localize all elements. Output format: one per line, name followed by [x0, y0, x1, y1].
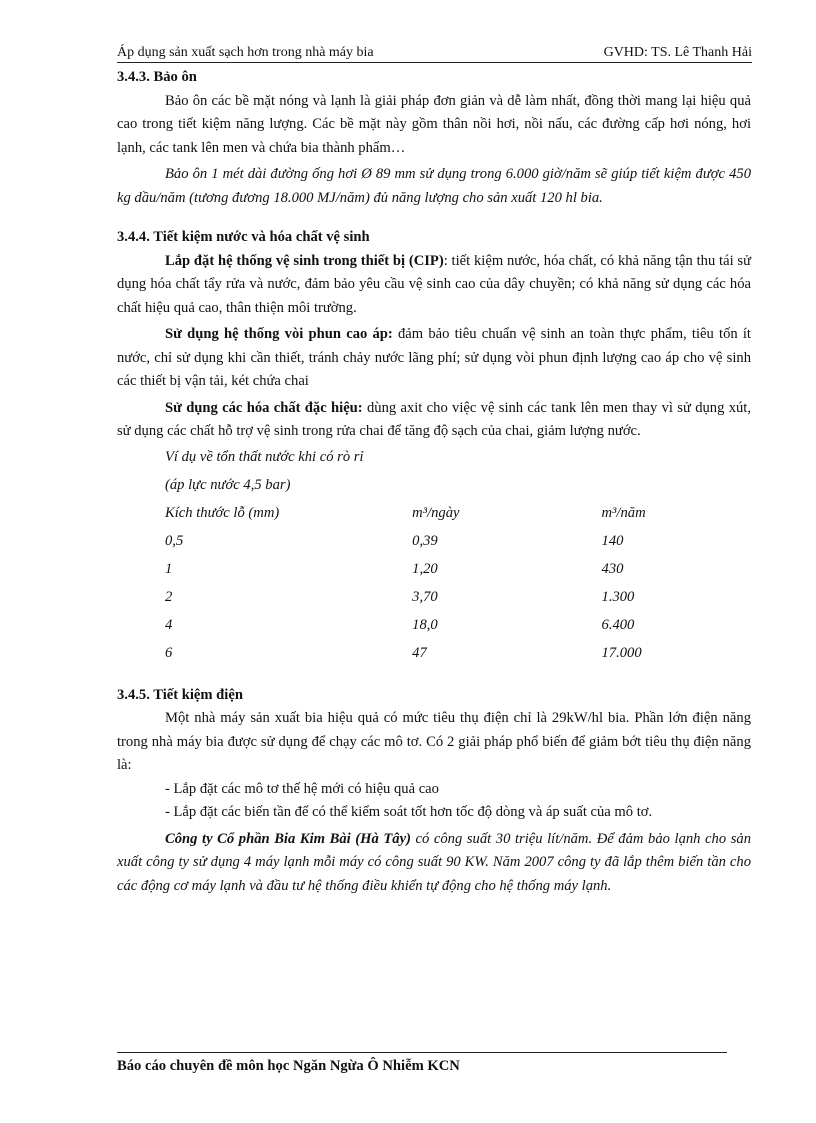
- table-cell: 0,5: [165, 532, 184, 549]
- table-cell: 1.300: [601, 588, 635, 605]
- nozzle-paragraph: [117, 323, 751, 394]
- footer-divider: [117, 1052, 727, 1053]
- cip-bold-lead: Lắp đặt hệ thống vệ sinh trong thiết bị (CIP): [165, 252, 444, 269]
- water-loss-table: [165, 444, 751, 668]
- header-advisor: GVHD: TS. Lê Thanh Hải: [603, 45, 752, 60]
- header-title: Áp dụng sản xuất sạch hơn trong nhà máy bia: [117, 45, 374, 60]
- cip-text: : tiết kiệm nước, hóa chất, có khả năng tận thu tái sử dụng hóa chất tẩy rửa và nước, đảm bảo yêu cầu vệ sinh cao của dây chuyền; có khả năng sử dụng các hóa chất hiệu quả cao, thân thiện môi trường.: [117, 252, 751, 316]
- page-header: [117, 44, 752, 63]
- example-note: [165, 472, 751, 500]
- example-title-text: Ví dụ về tổn thất nước khi có rò rỉ: [165, 448, 364, 465]
- table-row: [165, 584, 751, 612]
- section-3-4-3-paragraph: Bảo ôn các bề mặt nóng và lạnh là giải pháp đơn giản và dễ làm nhất, đồng thời mang lại hiệu quả cao trong tiết kiệm năng lượng. Các bề mặt này gồm thân nồi hơi, nồi nấu, các đường cấp hơi nóng, hơi lạnh, các tank lên men và chứa bia thành phẩm…: [117, 92, 751, 156]
- case-study-text: có công suất 30 triệu lít/năm. Để đảm bảo lạnh cho sản xuất công ty sử dụng 4 máy lạnh mỗi máy có công suất 90 KW. Năm 2007 công ty đã lắp thêm biến tần cho các động cơ máy lạnh và đầu tư hệ thống điều khiển tự động cho hệ thống máy lạnh.: [117, 830, 751, 894]
- section-3-4-3-heading: 3.4.3. Bảo ôn: [117, 69, 197, 85]
- chemicals-paragraph: [117, 397, 751, 444]
- table-cell: 2: [165, 588, 173, 605]
- nozzle-bold-lead: Sử dụng hệ thống vòi phun cao áp:: [165, 326, 393, 342]
- table-cell: 1: [165, 560, 173, 577]
- table-header-cell: m³/năm: [601, 504, 646, 521]
- page-footer: Báo cáo chuyên đề môn học Ngăn Ngừa Ô Nhiễm KCN: [117, 1058, 460, 1074]
- table-cell: 6: [165, 644, 173, 661]
- cip-paragraph: [117, 250, 751, 321]
- table-row: [165, 612, 751, 640]
- chemicals-text: dùng axit cho việc vệ sinh các tank lên men thay vì sử dụng xút, sử dụng các chất hỗ trợ vệ sinh trong rửa chai để tăng độ sạch của chai, giảm lượng nước.: [117, 399, 752, 439]
- section-3-4-4-heading: 3.4.4. Tiết kiệm nước và hóa chất vệ sinh: [117, 229, 370, 245]
- table-row: [165, 528, 751, 556]
- table-row: [165, 556, 751, 584]
- electricity-paragraph: Một nhà máy sản xuất bia hiệu quả có mức tiêu thụ điện chỉ là 29kW/hl bia. Phần lớn điện năng trong nhà máy bia được sử dụng để chạy các mô tơ. Có 2 giải pháp phổ biến để giảm bớt tiêu thụ điện năng là:: [117, 710, 751, 773]
- table-cell: 47: [412, 644, 427, 661]
- table-cell: 4: [165, 616, 173, 633]
- table-header-cell: m³/ngày: [412, 504, 460, 521]
- table-cell: 3,70: [412, 588, 438, 605]
- bullet-item: - Lắp đặt các mô tơ thế hệ mới có hiệu quả cao: [165, 780, 439, 797]
- table-cell: 17.000: [601, 644, 642, 661]
- page-content: [117, 66, 751, 898]
- company-name: Công ty Cổ phần Bia Kim Bài (Hà Tây): [165, 830, 411, 847]
- table-row: [165, 640, 751, 668]
- table-cell: 18,0: [412, 616, 438, 633]
- bullet-item: - Lắp đặt các biến tần để có thể kiểm soát tốt hơn tốc độ dòng và áp suất của mô tơ.: [165, 804, 653, 820]
- section-3-4-5-heading: 3.4.5. Tiết kiệm điện: [117, 686, 243, 703]
- table-header-cell: Kích thước lỗ (mm): [165, 504, 280, 521]
- nozzle-text: đảm bảo tiêu chuẩn vệ sinh an toàn thực phẩm, tiêu tốn ít nước, chỉ sử dụng khi cần thiết, tránh chảy nước lãng phí; sử dụng vòi phun định lượng cao áp cho vệ sinh các thiết bị vận tải, két chứa chai: [117, 326, 751, 389]
- table-cell: 140: [601, 532, 624, 549]
- table-cell: 0,39: [412, 532, 438, 549]
- section-3-4-3-example: Bảo ôn 1 mét dài đường ống hơi Ø 89 mm sử dụng trong 6.000 giờ/năm sẽ giúp tiết kiệm được 450 kg dầu/năm (tương đương 18.000 MJ/năm) đủ năng lượng cho sản xuất 120 hl bia.: [117, 166, 751, 206]
- table-header-row: [165, 500, 751, 528]
- table-cell: 1,20: [412, 560, 438, 577]
- table-cell: 6.400: [601, 616, 635, 633]
- table-cell: 430: [601, 560, 624, 577]
- chemicals-bold-lead: Sử dụng các hóa chất đặc hiệu:: [165, 399, 363, 416]
- case-study-paragraph: [117, 828, 751, 899]
- example-title: [165, 444, 751, 472]
- example-note-text: (áp lực nước 4,5 bar): [165, 476, 291, 493]
